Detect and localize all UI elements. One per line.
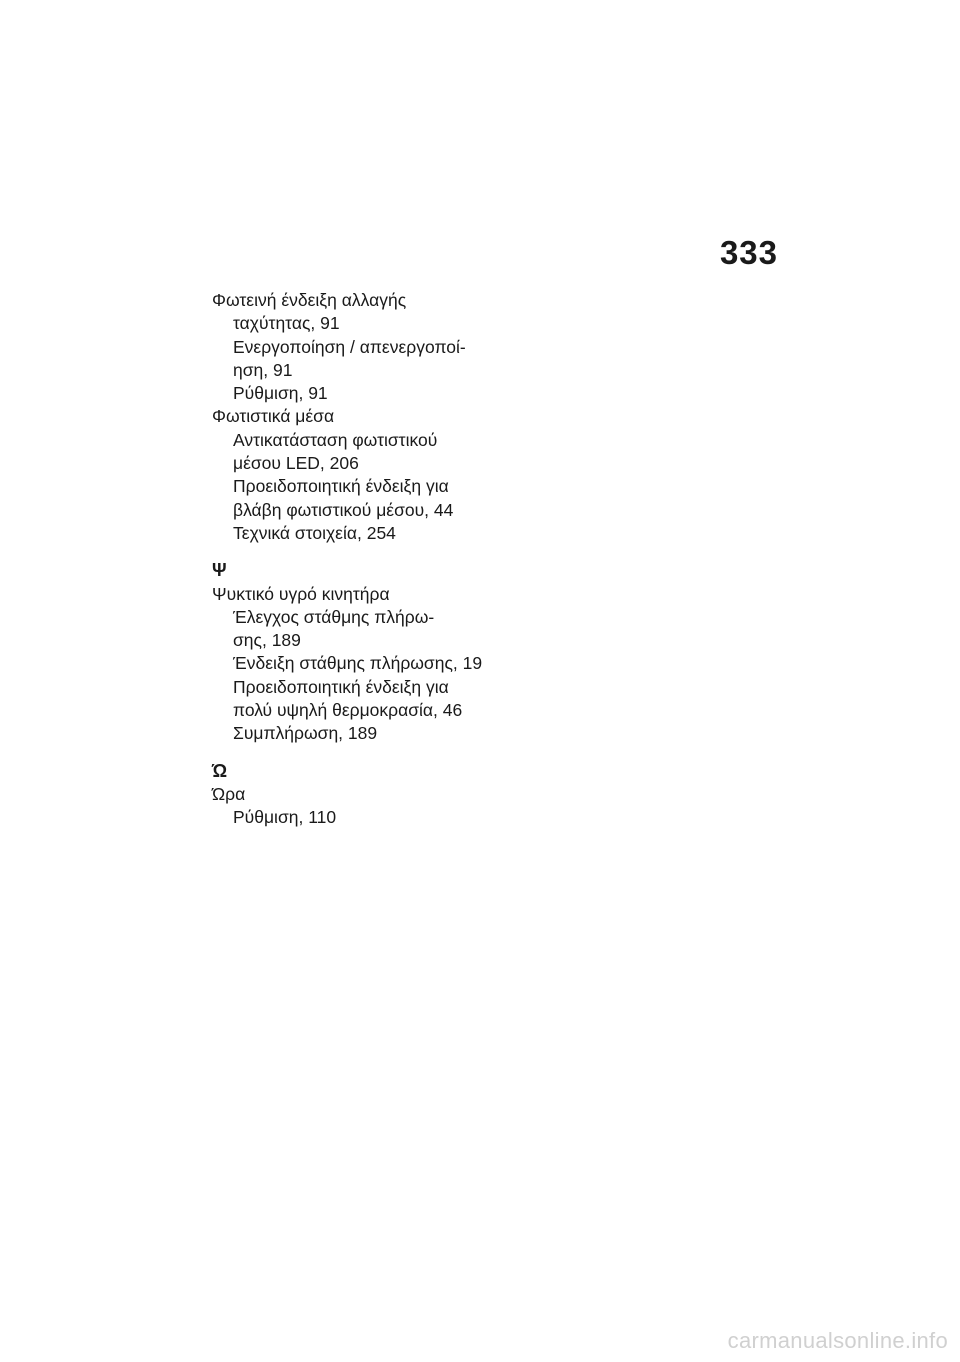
- index-subentry: Προειδοποιητική ένδειξη για: [233, 676, 449, 697]
- index-subentry: Ένδειξη στάθμης πλήρωσης, 19: [233, 653, 483, 674]
- watermark-footer: carmanualsonline.info: [727, 1328, 948, 1353]
- index-subentry: Προειδοποιητική ένδειξη για: [233, 476, 449, 497]
- index-term: Φωτεινή ένδειξη αλλαγής: [212, 290, 407, 310]
- index-subentry: Ρύθμιση, 110: [233, 807, 337, 828]
- index-term: Φωτιστικά μέσα: [212, 406, 335, 427]
- index-subentry: Ενεργοποίηση / απενεργοποί-: [233, 336, 466, 357]
- page-number: 333: [719, 234, 778, 271]
- index-term: Ψυκτικό υγρό κινητήρα: [212, 583, 390, 604]
- index-subentry: βλάβη φωτιστικού μέσου, 44: [233, 499, 454, 520]
- index-list: [212, 289, 512, 830]
- index-subentry: Αντικατάσταση φωτιστικού: [233, 429, 438, 450]
- index-subentry: μέσου LED, 206: [233, 453, 359, 474]
- index-subentry: ηση, 91: [233, 359, 293, 380]
- index-subentry: ταχύτητας, 91: [233, 313, 340, 334]
- section-letter-psi: Ψ: [212, 560, 227, 581]
- index-term: Ώρα: [212, 783, 246, 804]
- index-subentry: Τεχνικά στοιχεία, 254: [233, 522, 396, 543]
- index-subentry: πολύ υψηλή θερμοκρασία, 46: [233, 700, 463, 721]
- index-subentry: Έλεγχος στάθμης πλήρω-: [233, 606, 435, 627]
- index-subentry: Ρύθμιση, 91: [233, 383, 328, 404]
- index-subentry: σης, 189: [233, 630, 301, 651]
- section-letter-omega: Ώ: [212, 760, 228, 781]
- index-subentry: Συμπλήρωση, 189: [233, 723, 378, 744]
